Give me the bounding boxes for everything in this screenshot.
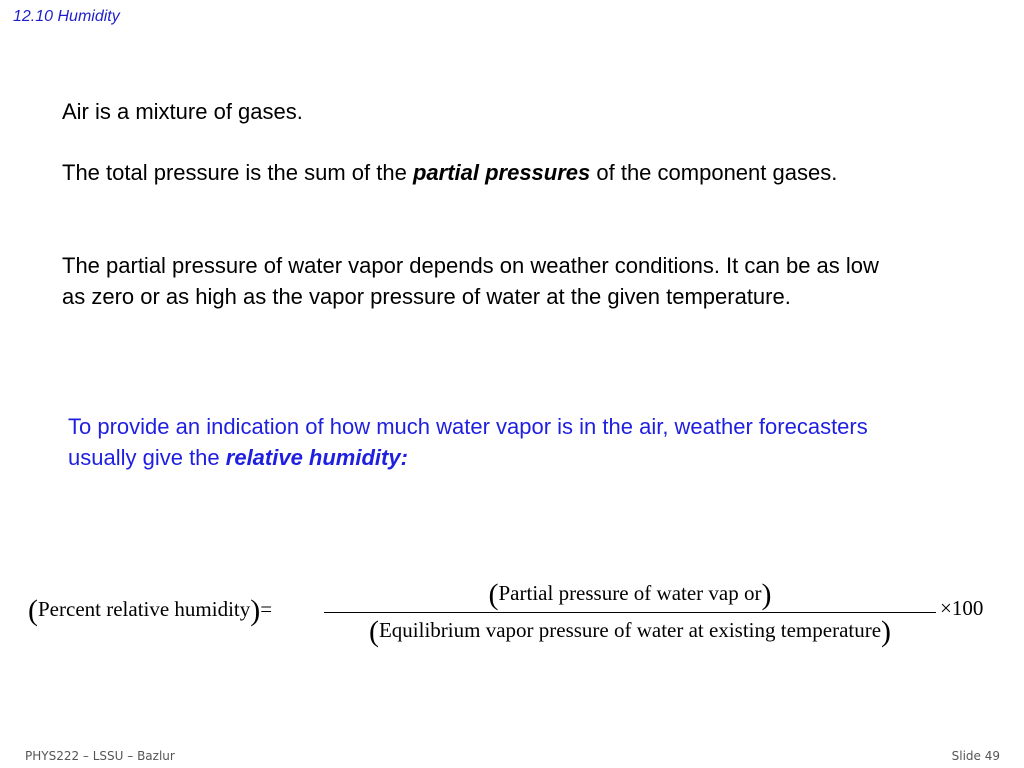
equation-lhs (28, 594, 272, 628)
close-paren: ) (881, 615, 892, 648)
paragraph-air-mixture (62, 96, 902, 127)
paragraph-water-vapor (62, 250, 902, 312)
equation-denominator (324, 615, 936, 649)
relative-humidity-equation (28, 578, 1000, 648)
equation-lhs-text: Percent relative humidity (38, 597, 251, 621)
paragraph-text: of the component gases. (590, 160, 838, 185)
paragraph-relative-humidity-intro (68, 411, 908, 473)
close-paren: ) (761, 578, 772, 611)
equals-sign: = (260, 597, 273, 621)
slide-title: 12.10 Humidity (13, 8, 120, 25)
open-paren: ( (488, 578, 499, 611)
paragraph-text: The partial pressure of water vapor depends on weather conditions. It can be as low as zero or as high as the vapor pressure of water at the given temperature. (62, 253, 879, 309)
paragraph-text: To provide an indication of how much water vapor is in the air, weather forecasters usually give the (68, 414, 868, 470)
close-paren: ) (250, 594, 261, 627)
footer-slide-number: Slide 49 (951, 749, 1000, 763)
paragraph-text: Air is a mixture of gases. (62, 99, 303, 124)
open-paren: ( (368, 615, 379, 648)
fraction-bar (324, 612, 936, 613)
numerator-text: Partial pressure of water vap or (498, 581, 762, 605)
open-paren: ( (28, 594, 38, 627)
equation-multiplier: ×100 (940, 596, 984, 620)
emphasis-partial-pressures: partial pressures (412, 160, 591, 185)
equation-fraction (324, 578, 936, 648)
paragraph-total-pressure (62, 157, 902, 188)
footer-course: PHYS222 – LSSU – Bazlur (25, 749, 175, 763)
emphasis-relative-humidity: relative humidity: (225, 445, 408, 470)
equation-numerator (324, 578, 936, 612)
paragraph-text: The total pressure is the sum of the (62, 160, 413, 185)
denominator-text: Equilibrium vapor pressure of water at existing temperature (378, 618, 882, 642)
